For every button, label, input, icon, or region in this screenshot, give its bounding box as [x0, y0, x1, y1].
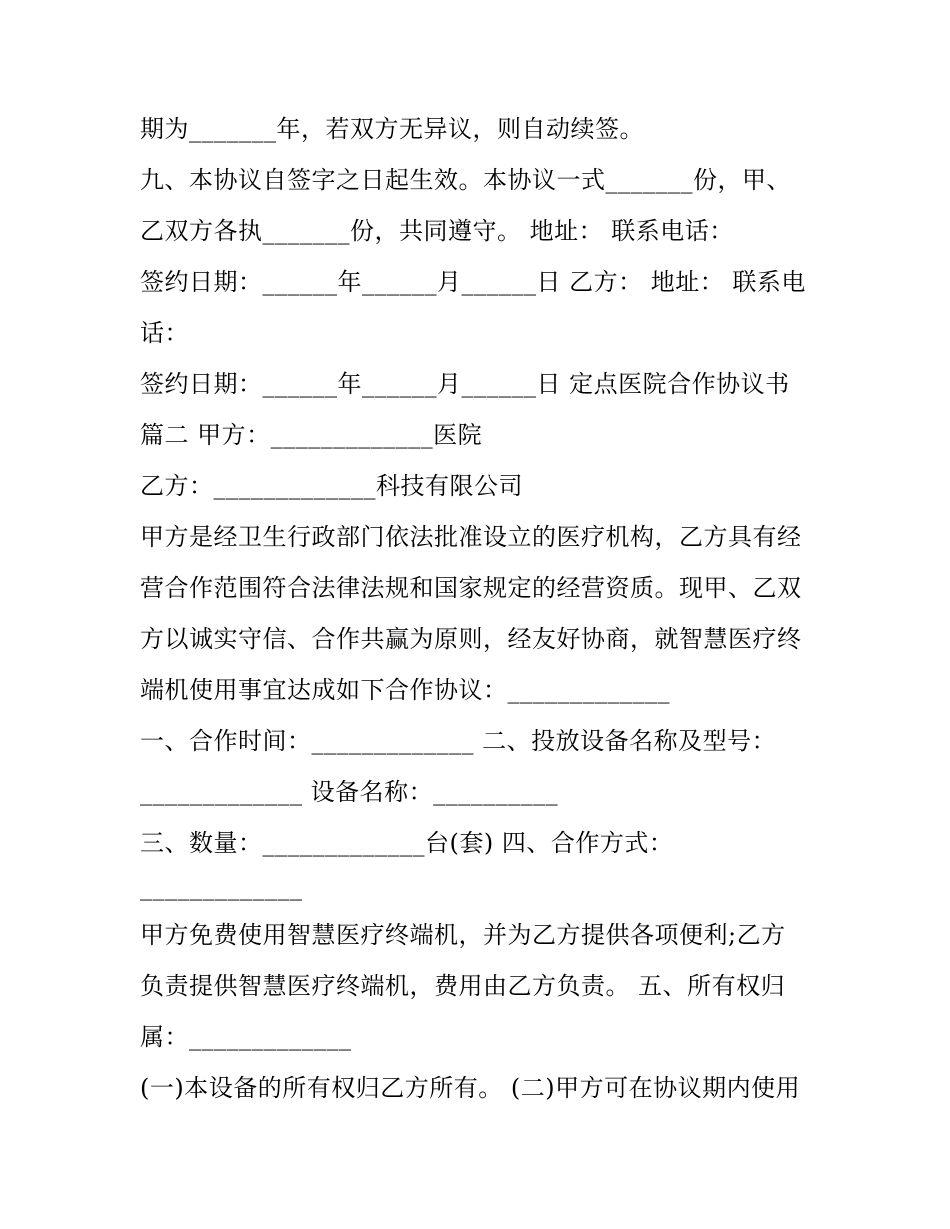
- text-line: 方以诚实守信、合作共赢为原则，经友好协商，就智慧医疗终: [140, 625, 802, 653]
- text-line: 三、数量：_____________台(套) 四、合作方式：: [140, 829, 674, 857]
- text-line: 乙双方各执_______份，共同遵守。 地址： 联系电话：: [140, 217, 734, 245]
- text-line: (一)本设备的所有权归乙方所有。 (二)甲方可在协议期内使用: [140, 1074, 801, 1102]
- text-line: 负责提供智慧医疗终端机，费用由乙方负责。 五、所有权归: [140, 972, 786, 1000]
- text-line: 一、合作时间：_____________ 二、投放设备名称及型号：: [140, 727, 777, 755]
- text-line: 签约日期：______年______月______日 乙方： 地址： 联系电: [140, 268, 806, 296]
- text-line: 篇二 甲方：_____________医院: [140, 421, 483, 449]
- text-line: 属：_____________: [140, 1023, 352, 1051]
- text-line: 签约日期：______年______月______日 定点医院合作协议书: [140, 370, 790, 398]
- text-line: _____________ 设备名称：__________: [140, 778, 559, 806]
- text-line: 营合作范围符合法律法规和国家规定的经营资质。现甲、乙双: [140, 574, 802, 602]
- text-line: 话：: [140, 319, 189, 347]
- text-line: 期为_______年，若双方无异议，则自动续签。: [140, 115, 644, 143]
- text-line: 甲方免费使用智慧医疗终端机，并为乙方提供各项便利;乙方: [140, 921, 786, 949]
- text-line: _____________: [140, 873, 303, 901]
- text-line: 端机使用事宜达成如下合作协议：_____________: [140, 676, 670, 704]
- text-line: 甲方是经卫生行政部门依法批准设立的医疗机构，乙方具有经: [140, 523, 802, 551]
- text-line: 乙方：_____________科技有限公司: [140, 472, 523, 500]
- text-line: 九、本协议自签字之日起生效。本协议一式_______份，甲、: [140, 166, 791, 194]
